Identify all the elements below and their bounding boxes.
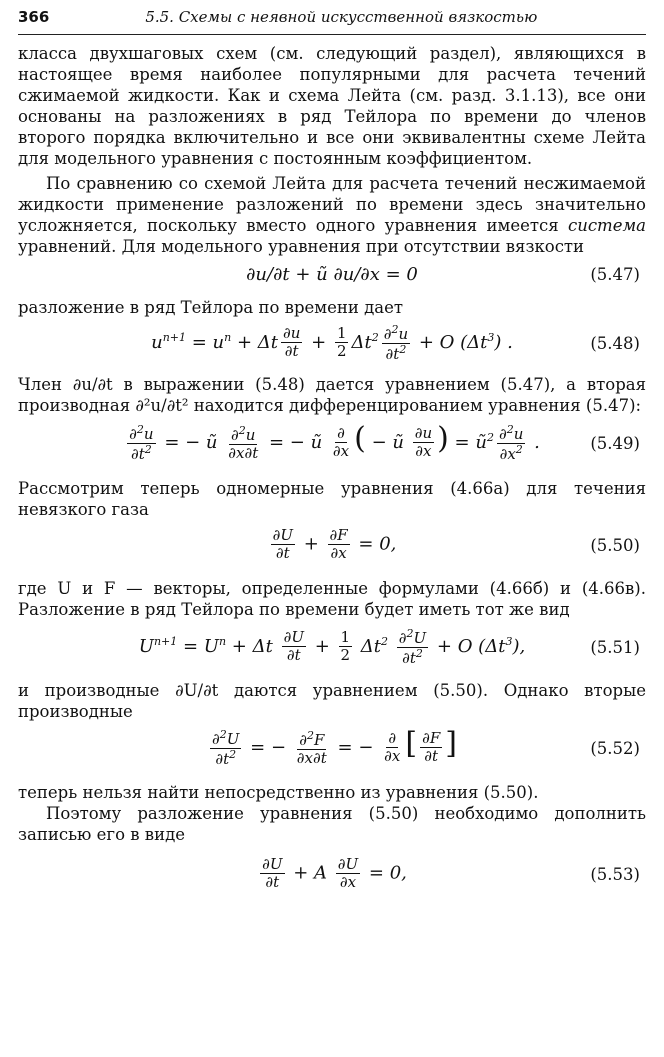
equation-number-5-53: (5.53)	[590, 864, 640, 884]
equation-5-51-body: $U^{n+1} = U^n + \Delta t$ $\frac{\partial U}{\partial t}$ + $\frac{1}{2}$ $\Delta t^2$ $\frac{\partial^2U}{\partial t^2}$ + O $(\Delta t^3)$,	[138, 626, 526, 667]
paragraph-6: где U и F — векторы, определенные формулами (4.66б) и (4.66в). Разложение в ряд Тейлора по времени будет иметь тот же вид	[18, 579, 646, 619]
running-title: 5.5. Схемы с неявной искусственной вязкостью	[145, 8, 538, 26]
paragraph-9: Поэтому разложение уравнения (5.50) необходимо дополнить записью его в виде	[18, 804, 646, 844]
paragraph-4: Член ∂u/∂t в выражении (5.48) дается уравнением (5.47), а вторая производная ∂²u/∂t² находится дифференцированием уравнения (5.47):	[18, 375, 646, 415]
paragraph-8: теперь нельзя найти непосредственно из уравнения (5.50).	[18, 783, 539, 802]
page-number: 366	[18, 8, 50, 26]
equation-number-5-50: (5.50)	[590, 535, 640, 555]
equation-5-52	[18, 722, 646, 774]
paragraph-7: и производные ∂U/∂t даются уравнением (5.50). Однако вторые производные	[18, 681, 646, 721]
paragraph-2-part-b: уравнений. Для модельного уравнения при отсутствии вязкости	[18, 237, 585, 256]
paragraph-5: Рассмотрим теперь одномерные уравнения (4.66а) для течения невязкого газа	[18, 479, 646, 519]
equation-number-5-52: (5.52)	[590, 738, 640, 758]
equation-5-53	[18, 849, 646, 899]
paragraph-1: класса двухшаговых схем (см. следующий раздел), являющихся в настоящее время наиболее популярными для расчета течений сжимаемой жидкости. Как и схема Лейта (см. разд. 3.1.13), все они основаны на разложениях в ряд Тейлора по времени до членов второго порядка включительно и все они эквивалентны схеме Лейта для модельного уравнения с постоянным коэффициентом.	[18, 44, 646, 168]
paragraph-2	[18, 173, 646, 257]
equation-5-51	[18, 620, 646, 674]
equation-number-5-48: (5.48)	[590, 333, 640, 353]
page-header	[18, 8, 646, 35]
equation-number-5-47: (5.47)	[590, 264, 640, 284]
equation-number-5-51: (5.51)	[590, 637, 640, 657]
equation-5-47-body: ∂u/∂t + ũ ∂u/∂x = 0	[246, 263, 418, 285]
equation-5-47	[18, 257, 646, 291]
equation-5-48-body: $u^{n+1} = u^n + \Delta t$ $\frac{\partial u}{\partial t}$ + $\frac{1}{2}$ $\Delta t^2$ $\frac{\partial^2u}{\partial t^2}$ + O $(\Delta t^3)$ .	[151, 322, 513, 363]
paragraph-2-part-a: По сравнению со схемой Лейта для расчета течений несжимаемой жидкости применение разложений по времени здесь значительно усложняется, поскольку вместо одного уравнения имеется	[18, 174, 646, 235]
equation-number-5-49: (5.49)	[590, 433, 640, 453]
paragraph-3: разложение в ряд Тейлора по времени дает	[18, 298, 404, 317]
equation-5-53-body: $\frac{\partial U}{\partial t}$ + A $\frac{\partial U}{\partial x}$ = 0,	[262, 855, 407, 892]
equation-5-49	[18, 416, 646, 470]
equation-5-50-body: $\frac{\partial U}{\partial t}$ + $\frac{\partial F}{\partial x}$ = 0,	[272, 526, 397, 563]
equation-5-49-body: $\frac{\partial^2u}{\partial t^2}$ = − ũ $\frac{\partial^2u}{\partial x\partial t}$ = − ũ ∂ ∂x ( − ũ $\frac{\partial u}{\partial x}$ ) = $ũ^2$ $\frac{\partial^2u}{\partial x^2}$ .	[129, 421, 540, 463]
equation-5-52-body: $\frac{\partial^2U}{\partial t^2}$ = − $\frac{\partial^2F}{\partial x\partial t}$ = − ∂ ∂x [ $\frac{\partial F}{\partial t}$ ]	[212, 726, 457, 768]
equation-5-50	[18, 520, 646, 570]
equation-5-48	[18, 318, 646, 368]
paragraph-2-emphasis: система	[567, 216, 646, 235]
